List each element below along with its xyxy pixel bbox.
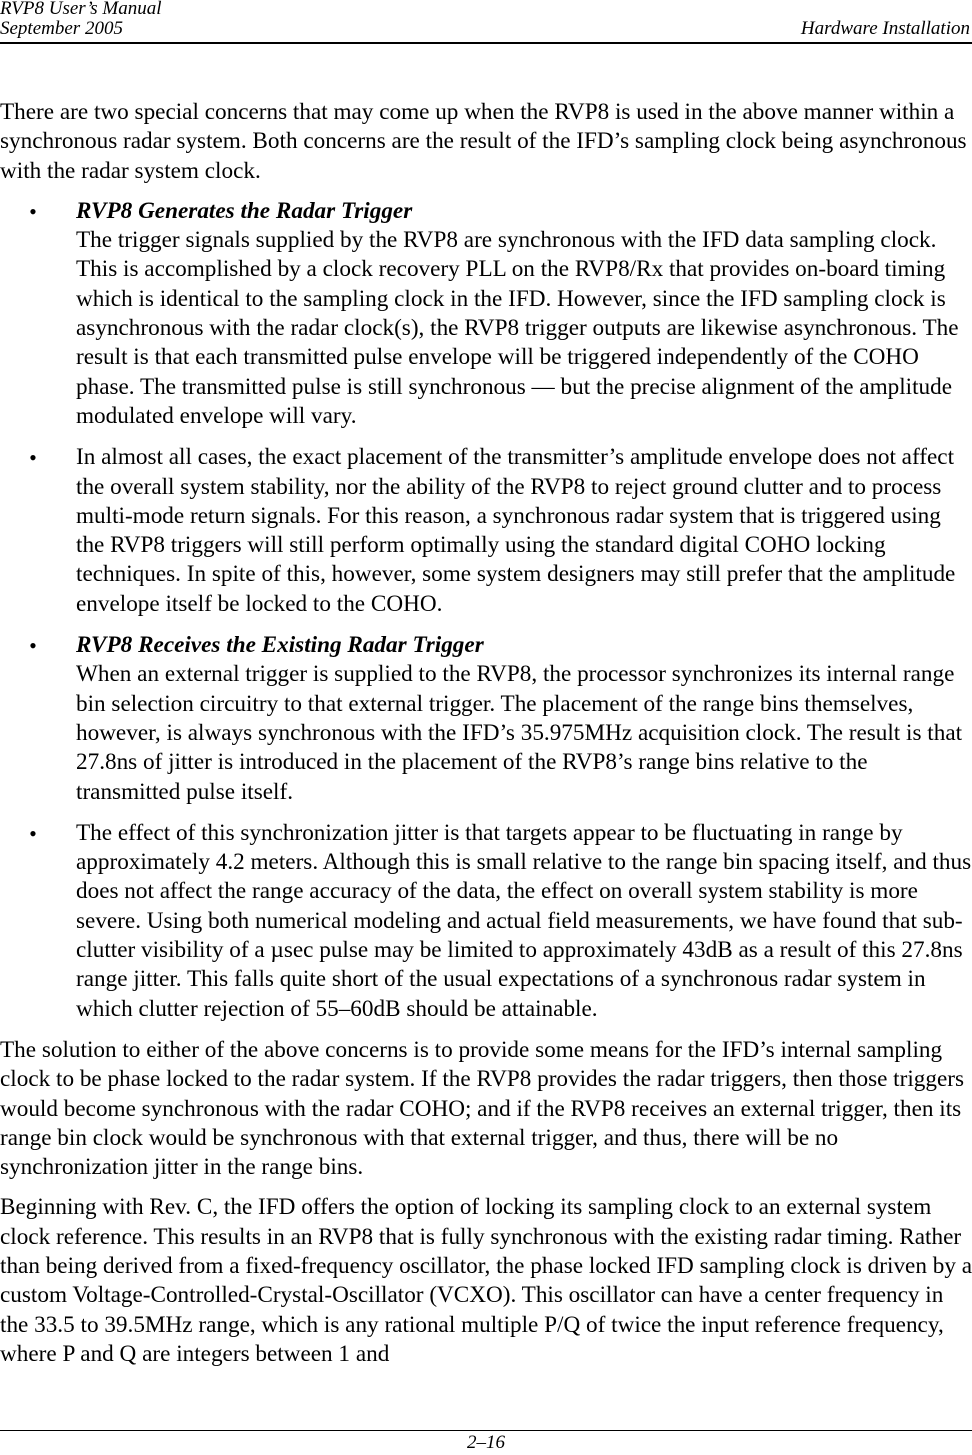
- page-body: [0, 98, 972, 1380]
- bullet-receives-trigger: [0, 631, 972, 807]
- bullet-text: When an external trigger is supplied to the RVP8, the processor synchronizes its internal range bin selection circuitry to that external trigger. The placement of the range bins themselves, however, is always synchronous with the IFD’s 35.975MHz acquisition clock. The result is that 27.8ns of jitter is introduced in the placement of the RVP8’s range bins relative to the transmitted pulse itself.: [76, 661, 963, 805]
- bullet-heading: RVP8 Receives the Existing Radar Trigger: [76, 632, 484, 659]
- bullet-generates-trigger: [0, 197, 972, 431]
- solution-paragraph: The solution to either of the above concerns is to provide some means for the IFD’s internal sampling clock to be phase locked to the radar system. If the RVP8 provides the radar triggers, then those triggers would become synchronous with the radar COHO; and if the RVP8 receives an external trigger, then its range bin clock would be synchronous with that external trigger, and thus, there will be no synchronization jitter in the range bins.: [0, 1036, 965, 1181]
- page-number: 2–16: [467, 1432, 505, 1453]
- manual-title: RVP8 User’s Manual: [0, 0, 162, 19]
- page-header: [0, 0, 972, 44]
- bullet-symbol: •: [29, 198, 37, 224]
- bullet-heading: RVP8 Generates the Radar Trigger: [76, 197, 413, 224]
- rev-c-paragraph: Beginning with Rev. C, the IFD offers the option of locking its sampling clock to an external system clock reference. This results in an RVP8 that is fully synchronous with the existing radar timing. Rather than being derived from a fixed-frequency oscillator, the phase locked IFD sampling clock is driven by a custom Voltage-Controlled-Crystal-Oscillator (VCXO). This oscillator can have a center frequency in the 33.5 to 39.5MHz range, which is any rational multiple P/Q of twice the input reference frequency, where P and Q are integers between 1 and: [0, 1194, 972, 1367]
- bullet-text: The trigger signals supplied by the RVP8 are synchronous with the IFD data sampling clock. This is accomplished by a clock recovery PLL on the RVP8/Rx that provides on-board timing which is identical to the sampling clock in the IFD. However, since the IFD sampling clock is asynchronous with the radar clock(s), the RVP8 trigger outputs are likewise asynchronous. The result is that each transmitted pulse envelope will be triggered independently of the COHO phase. The transmitted pulse is still synchronous — but the precise alignment of the amplitude modulated envelope will vary.: [76, 227, 959, 429]
- bullet-symbol: •: [29, 633, 37, 659]
- manual-date: September 2005: [0, 18, 123, 39]
- section-title: Hardware Installation: [800, 18, 970, 39]
- bullet-symbol: •: [29, 820, 37, 846]
- bullet-symbol: •: [29, 445, 37, 471]
- bullet-text: In almost all cases, the exact placement of the transmitter’s amplitude envelope does not affect the overall system stability, nor the ability of the RVP8 to reject ground clutter and to process multi-mode return signals. For this reason, a synchronous radar system that is triggered using the RVP8 triggers will still perform optimally using the standard digital COHO locking techniques. In spite of this, however, some system designers may still prefer that the amplitude envelope itself be locked to the COHO.: [76, 444, 956, 617]
- footer-rule: [0, 1430, 972, 1431]
- bullet-envelope-placement: [0, 443, 972, 619]
- intro-paragraph: There are two special concerns that may come up when the RVP8 is used in the above manner within a synchronous radar system. Both concerns are the result of the IFD’s sampling clock being asynchronous with the radar system clock.: [0, 99, 967, 184]
- header-rule: [0, 42, 972, 44]
- bullet-text: The effect of this synchronization jitter is that targets appear to be fluctuating in range by approximately 4.2 meters. Although this is small relative to the range bin spacing itself, and thus does not affect the range accuracy of the data, the effect on overall system stability is more severe. Using both numerical modeling and actual field measurements, we have found that sub-clutter visibility of a µsec pulse may be limited to approximately 43dB as a result of this 27.8ns range jitter. This falls quite short of the usual expectations of a synchronous radar system in which clutter rejection of 55–60dB should be attainable.: [76, 819, 972, 1022]
- bullet-jitter-effect: [0, 819, 972, 1024]
